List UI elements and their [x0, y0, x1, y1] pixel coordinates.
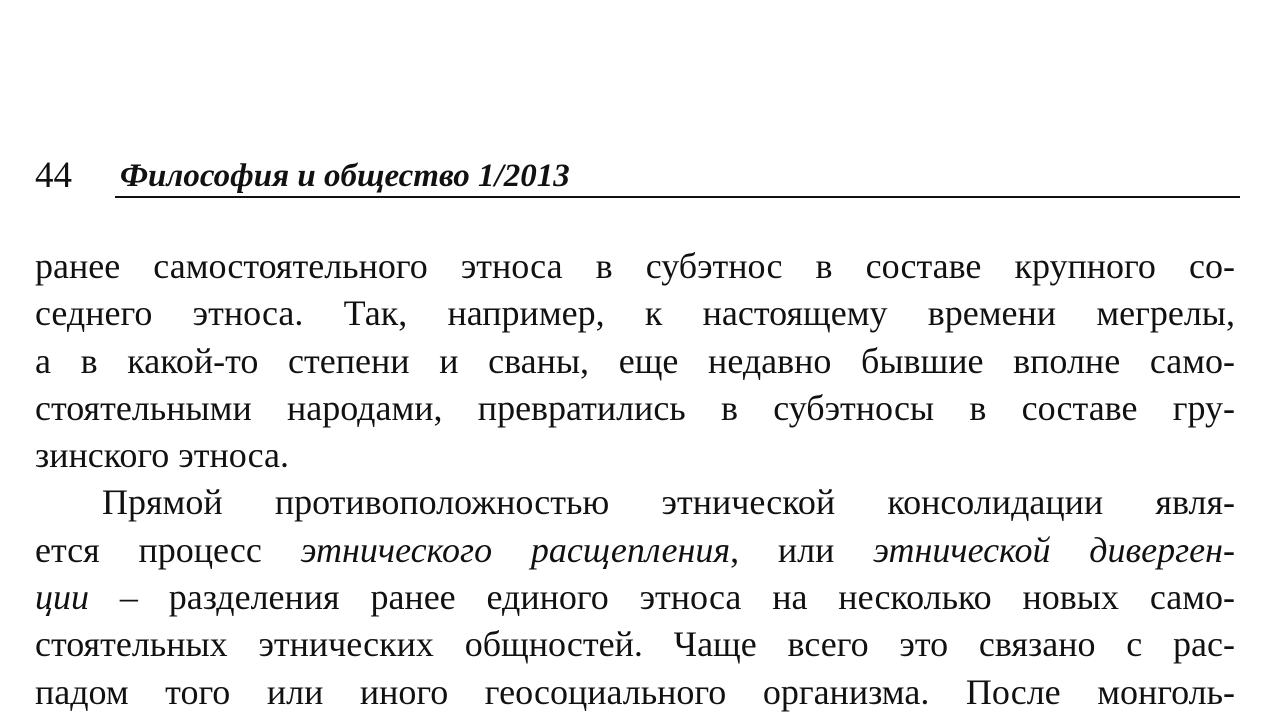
text-run: ется процесс [35, 529, 301, 570]
text-line: а в какой-то степени и сваны, еще недавно бывшие вполне само- [35, 340, 1235, 381]
text-line: стоятельных этнических общностей. Чаще всего это связано с рас- [35, 624, 1235, 665]
header-rule [115, 196, 1240, 198]
text-line: зинского этноса. [35, 435, 290, 476]
text-line: падом того или иного геосоциального организма. После монголь- [35, 671, 1235, 712]
italic-term: этнической диверген- [873, 529, 1235, 570]
text-line [35, 574, 1235, 621]
paragraph-1 [35, 243, 1235, 479]
text-run: – разделения ранее единого этноса на несколько новых само- [89, 577, 1235, 618]
journal-title: Философия и общество 1/2013 [120, 158, 570, 194]
text-line: Прямой противоположностью этнической консолидации явля- [102, 482, 1235, 523]
text-run: , или [730, 529, 874, 570]
page-number: 44 [35, 155, 72, 196]
italic-term: ции [35, 577, 89, 618]
text-line [35, 527, 1235, 574]
italic-term: этнического расщепления [300, 529, 731, 570]
text-line: седнего этноса. Так, например, к настоящему времени мегрелы, [35, 293, 1235, 334]
text-line: ранее самостоятельного этноса в субэтнос в составе крупного со- [35, 246, 1235, 286]
paragraph-2 [35, 479, 1235, 715]
text-line: стоятельными народами, превратились в субэтносы в составе гру- [35, 387, 1235, 428]
text-body [35, 243, 1235, 716]
